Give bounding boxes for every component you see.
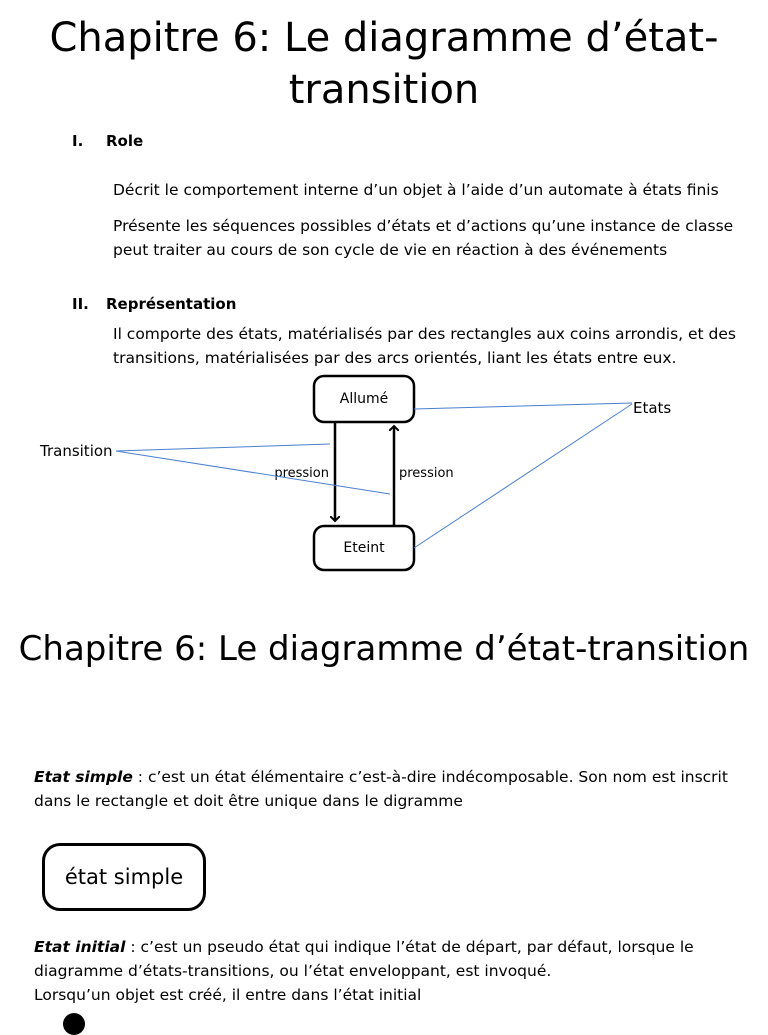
simple-state-example-label: état simple (64, 865, 184, 889)
callout-line-state-1 (414, 403, 632, 409)
section-title: Représentation (106, 295, 237, 313)
simple-state-example-box (42, 843, 206, 911)
initial-state-dot-icon (63, 1013, 85, 1035)
section-title: Role (106, 132, 144, 150)
transition-label-left: pression (274, 466, 329, 481)
representation-paragraph: Il comporte des états, matérialisés par des rectangles aux coins arrondis, et des transitions, matérialisées par des arcs orientés, liant les états entre eux. (113, 325, 737, 367)
state-off-label: Eteint (343, 540, 385, 556)
annotation-states: Etats (633, 399, 672, 417)
section-heading-role (72, 132, 143, 150)
callout-line-transition-2 (116, 451, 390, 494)
section-number: I. (72, 132, 84, 150)
simple-state-definition: Etat simple : c’est un état élémentaire c’est-à-dire indécomposable. Son nom est inscrit dans le rectangle et doit être unique dans le digramme (34, 768, 728, 810)
page-title-2: Chapitre 6: Le diagramme d’état-transition (18, 629, 750, 669)
initial-state-definition: Etat initial : c’est un pseudo état qui indique l’état de départ, par défaut, lorsque le diagramme d’états-transitions, ou l’état enveloppant, est invoqué. Lorsqu’un objet est créé, il entre dans l’état initial (34, 938, 694, 1004)
callout-line-transition-1 (116, 444, 330, 451)
state-on-label: Allumé (339, 391, 389, 407)
section-number: II. (72, 295, 89, 313)
term-simple-state: Etat simple (34, 768, 133, 786)
term-initial-state: Etat initial (34, 938, 126, 956)
role-paragraph-2: Présente les séquences possibles d’états et d’actions qu’une instance de classe peut traiter au cours de son cycle de vie en réaction à des événements (113, 217, 734, 259)
state-transition-diagram (0, 360, 768, 590)
title-line-2: transition (288, 67, 480, 113)
role-paragraph-1: Décrit le comportement interne d’un objet à l’aide d’un automate à états finis (113, 181, 719, 199)
page-title (0, 12, 768, 116)
transition-label-right: pression (399, 466, 454, 481)
section-heading-representation (72, 295, 236, 313)
annotation-transition: Transition (40, 442, 113, 460)
title-line-1: Chapitre 6: Le diagramme d’état- (49, 15, 719, 61)
